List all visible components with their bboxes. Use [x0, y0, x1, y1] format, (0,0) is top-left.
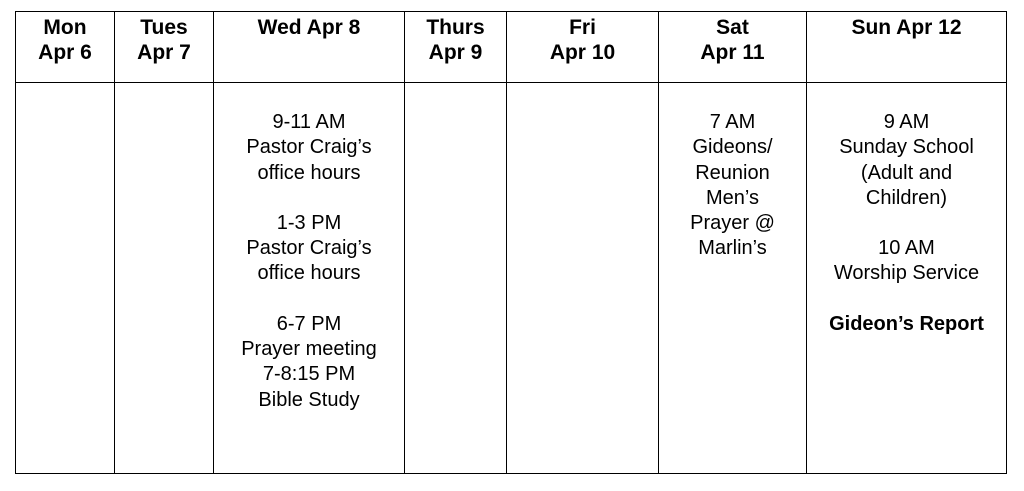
- event-office-hours-afternoon: [214, 211, 404, 287]
- event-bible-study: [214, 362, 404, 413]
- cell-tuesday: [115, 83, 214, 474]
- header-tuesday: [115, 12, 214, 83]
- event-time: 6-7 PM: [276, 312, 342, 335]
- day-name: Mon: [43, 16, 87, 39]
- day-name: Thurs: [426, 16, 485, 39]
- day-date: Apr 7: [137, 41, 191, 64]
- cell-thursday: [405, 83, 507, 474]
- header-friday: [507, 12, 659, 83]
- event-title: Marlin’s: [698, 237, 767, 260]
- calendar-header-row: [16, 12, 1007, 83]
- day-date: Apr 11: [700, 41, 765, 64]
- event-title: Bible Study: [258, 388, 360, 411]
- day-name: Sun Apr 12: [851, 16, 962, 39]
- event-time: 7 AM: [709, 111, 756, 133]
- day-date: Apr 10: [549, 41, 616, 64]
- header-saturday: [659, 12, 807, 83]
- event-mens-prayer: [659, 110, 806, 262]
- header-sunday: [807, 12, 1007, 83]
- cell-wednesday: [214, 83, 405, 474]
- event-title: office hours: [257, 161, 361, 184]
- event-title: Pastor Craig’s: [246, 136, 372, 159]
- event-title: Reunion: [695, 161, 770, 184]
- event-office-hours-morning: [214, 110, 404, 186]
- cell-monday: [16, 83, 115, 474]
- event-title: Prayer meeting: [241, 338, 377, 361]
- event-time: 1-3 PM: [276, 211, 342, 234]
- header-monday: [16, 12, 115, 83]
- event-time: 10 AM: [878, 237, 935, 260]
- event-title: (Adult and: [860, 161, 953, 184]
- day-date: Apr 6: [38, 41, 92, 64]
- weekly-calendar: [15, 11, 1007, 474]
- cell-saturday: [659, 83, 807, 474]
- cell-friday: [507, 83, 659, 474]
- event-title: Prayer @: [690, 212, 775, 235]
- event-title: Pastor Craig’s: [246, 237, 372, 260]
- day-name: Fri: [569, 16, 596, 39]
- event-title: Children): [865, 186, 948, 209]
- cell-sunday: [807, 83, 1007, 474]
- event-time: 7-8:15 PM: [262, 363, 356, 386]
- event-sunday-school: [807, 110, 1006, 211]
- event-worship-service: [807, 236, 1006, 287]
- event-highlight: Gideon’s Report: [829, 312, 984, 335]
- event-title: Gideons/: [692, 136, 773, 159]
- header-wednesday: [214, 12, 405, 83]
- header-thursday: [405, 12, 507, 83]
- event-title: office hours: [257, 262, 361, 285]
- event-gideons-report: [807, 312, 1006, 337]
- event-time: 9-11 AM: [272, 111, 346, 133]
- event-time: 9 AM: [883, 111, 930, 133]
- calendar-body-row: [16, 83, 1007, 474]
- day-name: Wed Apr 8: [257, 16, 361, 39]
- day-name: Tues: [140, 16, 188, 39]
- event-title: Worship Service: [833, 262, 980, 285]
- event-prayer-meeting: [214, 312, 404, 363]
- day-name: Sat: [716, 16, 749, 39]
- event-title: Men’s: [706, 186, 759, 209]
- day-date: Apr 9: [428, 41, 483, 64]
- event-title: Sunday School: [839, 136, 974, 159]
